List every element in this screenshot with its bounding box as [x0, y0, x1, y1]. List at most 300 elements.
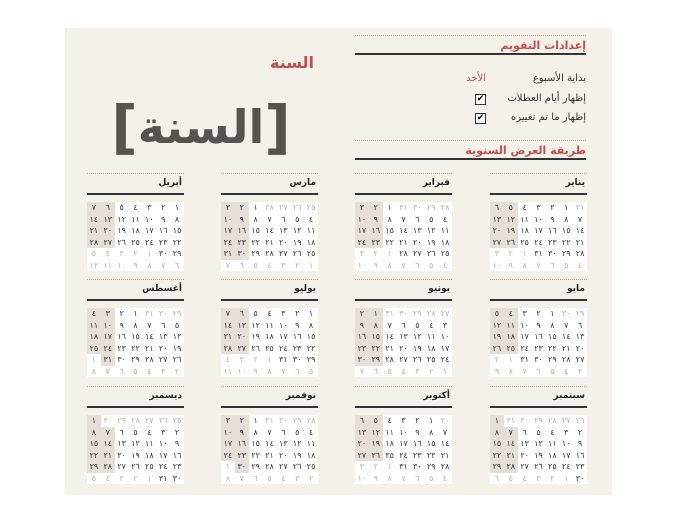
- day-cell: ٩: [577, 439, 583, 448]
- day-cell: ٢٥: [520, 237, 529, 247]
- day-cell: ٩: [494, 366, 500, 376]
- day-cell: ٣: [415, 366, 420, 376]
- day-cell: ١٣: [279, 226, 288, 235]
- day-cell: ٨: [550, 320, 555, 330]
- day-cell: ١: [508, 355, 513, 364]
- day-cell: ١٣: [575, 332, 585, 341]
- day-cell: ١٢: [490, 320, 504, 332]
- day-cell: ١٩: [292, 237, 302, 247]
- month-grid: [221, 308, 318, 377]
- month-grid: [87, 308, 184, 377]
- day-cell: ١٤: [561, 332, 571, 341]
- day-cell: ٢٨: [101, 461, 115, 473]
- day-cell: ١٣: [413, 226, 422, 235]
- day-cell: ١١: [87, 320, 101, 332]
- day-cell: ٣٠: [279, 416, 288, 425]
- day-cell: ٨: [253, 214, 258, 224]
- day-cell: ٣: [239, 355, 244, 364]
- day-cell: ١٧: [101, 331, 115, 343]
- day-cell: ٢٨: [221, 343, 235, 355]
- day-cell: ٧: [267, 214, 272, 224]
- day-cell: ١٠: [520, 320, 529, 330]
- day-cell: ١٩: [426, 237, 436, 247]
- day-cell: ٦: [522, 427, 527, 437]
- year-placeholder: السنة: [137, 100, 265, 154]
- day-cell: ٢٠: [399, 343, 408, 353]
- day-cell: ١٥: [172, 226, 182, 235]
- day-cell: ١٤: [265, 226, 274, 235]
- day-cell: ٢٢: [490, 450, 504, 462]
- day-cell: ٢٦: [172, 355, 182, 364]
- show-changes-checkbox[interactable]: ✔: [476, 113, 485, 123]
- day-cell: ١٦: [235, 225, 249, 237]
- day-cell: ١: [308, 309, 314, 318]
- day-cell: ٧: [401, 473, 406, 483]
- day-cell: ١١: [306, 226, 316, 235]
- day-cell: ٧: [401, 260, 406, 270]
- day-cell: ١: [550, 309, 555, 318]
- day-cell: ١٠: [357, 260, 367, 270]
- day-cell: ٢٤: [101, 343, 115, 355]
- day-cell: ٣: [119, 249, 124, 258]
- month-header: [221, 279, 318, 301]
- day-cell: ١٨: [306, 237, 316, 247]
- day-cell: ٣٠: [534, 355, 543, 364]
- day-cell: ٢٩: [548, 355, 557, 364]
- day-cell: ٢: [415, 416, 420, 425]
- day-cell: ٣: [536, 473, 541, 483]
- day-cell: ٨: [225, 473, 231, 483]
- week-start-row[interactable]: [355, 73, 586, 89]
- day-cell: ١: [133, 309, 138, 318]
- day-cell: ٢: [550, 203, 555, 212]
- day-cell: ٢٨: [265, 203, 274, 212]
- day-cell: ١٩: [534, 450, 543, 460]
- day-cell: ١٩: [131, 450, 140, 460]
- day-cell: ١٥: [490, 438, 504, 450]
- calendar-sheet: [65, 28, 612, 495]
- day-cell: ٢٨: [440, 462, 450, 471]
- month-name: يوليو: [294, 284, 316, 294]
- day-cell: ٢٩: [426, 462, 436, 471]
- day-cell: ١١: [306, 439, 316, 448]
- day-cell: ١٧: [145, 226, 154, 235]
- day-cell: ٩: [373, 260, 378, 270]
- day-cell: ٢٢: [87, 450, 101, 462]
- day-cell: ٣١: [520, 355, 529, 364]
- day-cell: ١٠: [145, 214, 154, 224]
- day-cell: ٤: [550, 427, 555, 437]
- day-cell: ٤: [442, 260, 448, 270]
- day-cell: ١: [490, 415, 504, 427]
- day-cell: ٢٨: [306, 416, 316, 425]
- day-cell: ١٣: [101, 214, 115, 226]
- day-cell: ٤: [564, 366, 569, 376]
- day-cell: ٢٠: [575, 343, 585, 353]
- day-cell: ٢: [494, 355, 500, 364]
- day-cell: ١٠: [101, 320, 115, 332]
- day-cell: ١٨: [385, 439, 394, 448]
- day-cell: ٤: [308, 214, 314, 224]
- day-cell: ٢٣: [117, 343, 126, 353]
- day-cell: ٢٣: [548, 237, 557, 247]
- day-cell: ٢٨: [440, 203, 450, 212]
- day-cell: ٢٣: [235, 237, 249, 249]
- show-holidays-row[interactable]: [355, 93, 586, 109]
- day-cell: ٢٥: [265, 343, 274, 353]
- day-cell: ١٥: [251, 439, 260, 448]
- month-grid: [490, 202, 587, 271]
- day-cell: ١٨: [504, 331, 518, 343]
- day-cell: ١٩: [251, 332, 260, 341]
- day-cell: ٥: [253, 309, 258, 318]
- day-cell: ٢: [550, 473, 555, 483]
- day-cell: ٣١: [101, 354, 115, 366]
- day-cell: ٢٧: [399, 355, 408, 364]
- day-cell: ٣٠: [548, 249, 557, 258]
- day-cell: ٩: [536, 320, 541, 330]
- day-cell: ٢٦: [292, 249, 302, 258]
- day-cell: ٢٥: [172, 416, 182, 425]
- day-cell: ١٨: [265, 332, 274, 341]
- day-cell: ١: [174, 203, 180, 212]
- month-name: فبراير: [422, 178, 450, 188]
- day-cell: ١٠: [279, 320, 288, 330]
- day-cell: ٢: [355, 308, 369, 320]
- day-cell: ١: [225, 462, 231, 471]
- day-cell: ٣: [281, 309, 286, 318]
- day-cell: ١٤: [575, 226, 585, 235]
- day-cell: ٢١: [87, 225, 101, 237]
- day-cell: ٢٨: [426, 309, 436, 318]
- day-cell: ٦: [415, 214, 420, 224]
- day-cell: ١: [267, 355, 272, 364]
- day-cell: ٣: [295, 473, 300, 483]
- month-header: [490, 279, 587, 301]
- show-holidays-checkbox[interactable]: ✔: [476, 94, 485, 104]
- day-cell: ٩: [415, 427, 420, 437]
- day-cell: ١٥: [131, 332, 140, 341]
- day-cell: ٢٥: [440, 249, 450, 258]
- day-cell: ٦: [281, 427, 286, 437]
- day-cell: ١٧: [221, 225, 235, 237]
- day-cell: ٢٣: [355, 343, 369, 355]
- day-cell: ٢٠: [279, 237, 288, 247]
- day-cell: ٢١: [399, 237, 408, 247]
- day-cell: ٤: [267, 260, 272, 270]
- day-cell: ٢: [308, 473, 314, 483]
- day-cell: ٢٤: [221, 450, 235, 462]
- day-cell: ١٣: [355, 427, 369, 439]
- day-cell: ٢٨: [548, 416, 557, 425]
- day-cell: ١: [147, 473, 152, 483]
- day-cell: ٢٢: [251, 450, 260, 460]
- day-cell: ٣: [221, 415, 235, 427]
- month-name: يناير: [565, 178, 585, 188]
- month-grid: [490, 415, 587, 484]
- day-cell: ٢٩: [117, 416, 126, 425]
- day-cell: ١٧: [520, 332, 529, 341]
- day-cell: ٢٦: [534, 462, 543, 471]
- day-cell: ١٠: [357, 473, 367, 483]
- day-cell: ٩: [133, 260, 138, 270]
- day-cell: ٢: [161, 203, 166, 212]
- day-cell: ٨: [369, 320, 383, 332]
- day-cell: ١٠: [117, 260, 126, 270]
- day-cell: ٢٦: [117, 237, 126, 247]
- day-cell: ٣١: [399, 203, 408, 212]
- month-header: [87, 386, 184, 408]
- day-cell: ٣: [101, 308, 115, 320]
- day-cell: ١٤: [385, 332, 394, 341]
- day-cell: ٦: [536, 366, 541, 376]
- day-cell: ٢١: [145, 343, 154, 353]
- day-cell: ٢٦: [292, 203, 302, 212]
- day-cell: ٦: [119, 366, 124, 376]
- day-cell: ٧: [504, 427, 518, 439]
- day-cell: ٢٧: [279, 249, 288, 258]
- day-cell: ١٧: [279, 332, 288, 341]
- show-changes-label: إظهار ما تم تغييره: [511, 112, 586, 123]
- day-cell: ٢٧: [145, 416, 154, 425]
- day-cell: ٧: [387, 320, 392, 330]
- day-cell: ٧: [239, 473, 244, 483]
- month-name: يونيو: [428, 284, 450, 294]
- day-cell: ٢٤: [399, 450, 408, 460]
- day-cell: ١٢: [89, 260, 99, 270]
- day-cell: ٢: [295, 260, 300, 270]
- day-cell: ٢٠: [413, 237, 422, 247]
- day-cell: ٦: [281, 214, 286, 224]
- day-cell: ٢٧: [117, 462, 126, 471]
- day-cell: ٢٩: [575, 309, 585, 318]
- day-cell: ١٧: [158, 450, 168, 460]
- day-cell: ١٥: [87, 438, 101, 450]
- day-cell: ١: [387, 203, 392, 212]
- day-cell: ٥: [508, 473, 513, 483]
- day-cell: ٢٤: [221, 237, 235, 249]
- day-cell: ٣٠: [172, 473, 182, 483]
- day-cell: ١: [147, 249, 152, 258]
- month-header: [87, 173, 184, 195]
- month-block: [221, 386, 318, 484]
- day-cell: ٥: [429, 473, 434, 483]
- day-cell: ٢٧: [279, 462, 288, 471]
- day-cell: ٤: [225, 355, 231, 364]
- day-cell: ٧: [225, 260, 231, 270]
- day-cell: ٢٥: [306, 249, 316, 258]
- month-name: ديسمبر: [149, 391, 182, 401]
- day-cell: ٢٨: [575, 249, 585, 258]
- day-cell: ٣: [442, 320, 448, 330]
- day-cell: ٨: [91, 366, 97, 376]
- day-cell: ٣٠: [235, 248, 249, 260]
- day-cell: ٢٨: [265, 462, 274, 471]
- day-cell: ٢٤: [145, 237, 154, 247]
- day-cell: ٢: [373, 249, 378, 258]
- month-grid: [355, 202, 452, 271]
- day-cell: ٢: [429, 366, 434, 376]
- day-cell: ١: [369, 308, 383, 320]
- month-block: [87, 279, 184, 377]
- day-cell: ٢٧: [561, 416, 571, 425]
- day-cell: ٢٨: [131, 416, 140, 425]
- month-header: [87, 279, 184, 301]
- day-cell: ٥: [550, 366, 555, 376]
- day-cell: ٢٦: [504, 237, 518, 249]
- day-cell: ٤: [442, 473, 448, 483]
- day-cell: ٣٠: [520, 416, 529, 425]
- day-cell: ٤: [504, 308, 518, 320]
- day-cell: ٢٨: [399, 249, 408, 258]
- day-cell: ٢: [373, 462, 378, 471]
- day-cell: ١: [387, 462, 392, 471]
- day-cell: ٢٧: [158, 355, 168, 364]
- month-block: [221, 279, 318, 377]
- day-cell: ٣: [359, 462, 365, 471]
- day-cell: ٣٠: [399, 309, 408, 318]
- day-cell: ١٦: [413, 439, 422, 448]
- day-cell: ٢٠: [117, 450, 126, 460]
- day-cell: ١٠: [237, 366, 247, 376]
- view-mode-title: طريقة العرض السنوية: [355, 140, 586, 160]
- day-cell: ١٥: [385, 226, 394, 235]
- day-cell: ٢: [235, 415, 249, 427]
- day-cell: ٨: [387, 214, 392, 224]
- day-cell: ٦: [239, 260, 244, 270]
- week-start-value[interactable]: الأحد: [466, 73, 486, 84]
- day-cell: ٤: [429, 320, 434, 330]
- day-cell: ٢١: [504, 450, 518, 462]
- day-cell: ٤: [387, 416, 392, 425]
- day-cell: ٢٢: [369, 343, 383, 355]
- day-cell: ١١: [103, 260, 113, 270]
- day-cell: ١٦: [355, 331, 369, 343]
- day-cell: ٨: [174, 214, 180, 224]
- day-cell: ٥: [295, 214, 300, 224]
- day-cell: ١٤: [145, 332, 154, 341]
- day-cell: ١٥: [251, 226, 260, 235]
- day-cell: ٢٠: [101, 225, 115, 237]
- year-title[interactable]: [95, 92, 307, 162]
- day-cell: ٢١: [385, 343, 394, 353]
- day-cell: ١٥: [369, 331, 383, 343]
- month-name: أكتوبر: [423, 391, 450, 401]
- day-cell: ٣١: [158, 473, 168, 483]
- day-cell: ١: [522, 249, 527, 258]
- day-cell: ٣: [401, 416, 406, 425]
- day-cell: ٥: [564, 260, 569, 270]
- day-cell: ٦: [373, 366, 378, 376]
- day-cell: ٢: [174, 427, 180, 437]
- day-cell: ٩: [174, 439, 180, 448]
- day-cell: ١: [564, 203, 569, 212]
- week-start-label: بداية الأسبوع: [532, 73, 586, 84]
- day-cell: ٢٩: [131, 355, 140, 364]
- day-cell: ٧: [442, 427, 448, 437]
- month-block: [490, 173, 587, 271]
- day-cell: ١٨: [306, 450, 316, 460]
- day-cell: ٦: [295, 366, 300, 376]
- day-cell: ٦: [174, 260, 180, 270]
- month-grid: [490, 308, 587, 377]
- day-cell: ٩: [508, 260, 513, 270]
- month-grid: [87, 415, 184, 484]
- day-cell: ١٨: [131, 226, 140, 235]
- day-cell: ١٥: [548, 332, 557, 341]
- day-cell: ١٥: [426, 439, 436, 448]
- day-cell: ٢٢: [385, 237, 394, 247]
- day-cell: ٦: [490, 202, 504, 214]
- day-cell: ٢: [119, 309, 124, 318]
- day-cell: ١٦: [575, 450, 585, 460]
- day-cell: ١٤: [440, 439, 450, 448]
- day-cell: ١٠: [534, 214, 543, 224]
- day-cell: ١٠: [221, 427, 235, 439]
- day-cell: ١٧: [221, 438, 235, 450]
- day-cell: ١٨: [426, 343, 436, 353]
- day-cell: ٤: [87, 308, 101, 320]
- day-cell: ٢٧: [279, 203, 288, 212]
- day-cell: ٤: [147, 366, 152, 376]
- day-cell: ١٦: [292, 332, 302, 341]
- month-grid: [355, 308, 452, 377]
- day-cell: ٤: [442, 214, 448, 224]
- day-cell: ٢١: [221, 331, 235, 343]
- day-cell: ١٢: [369, 427, 383, 439]
- day-cell: ٥: [91, 249, 97, 258]
- day-cell: ٢٥: [385, 450, 394, 460]
- day-cell: ٥: [253, 260, 258, 270]
- day-cell: ٢٣: [172, 462, 182, 471]
- day-cell: ١٠: [355, 214, 369, 226]
- day-cell: ١٣: [520, 439, 529, 448]
- day-cell: ٦: [101, 202, 115, 214]
- day-cell: ٣: [522, 309, 527, 318]
- day-cell: ٩: [161, 214, 166, 224]
- day-cell: ٣: [161, 427, 166, 437]
- day-cell: ٣٠: [575, 473, 585, 483]
- day-cell: ١٢: [413, 332, 422, 341]
- day-cell: ٢٤: [561, 462, 571, 471]
- day-cell: ١٧: [399, 439, 408, 448]
- day-cell: ١١: [548, 439, 557, 448]
- day-cell: ٣١: [265, 416, 274, 425]
- day-cell: ٦: [161, 320, 166, 330]
- day-cell: ٦: [235, 308, 249, 320]
- day-cell: ١: [87, 415, 101, 427]
- day-cell: ٢: [295, 309, 300, 318]
- day-cell: ٢٥: [504, 343, 518, 355]
- bracket-open: ]: [111, 93, 138, 161]
- day-cell: ١٢: [504, 214, 518, 226]
- day-cell: ١١: [426, 332, 436, 341]
- month-name: مارس: [289, 178, 316, 188]
- day-cell: ١٣: [235, 320, 249, 332]
- day-cell: ١٣: [117, 439, 126, 448]
- day-cell: ٩: [550, 214, 555, 224]
- day-cell: ١٦: [117, 332, 126, 341]
- day-cell: ١٤: [265, 439, 274, 448]
- day-cell: ٥: [415, 320, 420, 330]
- day-cell: ٢٨: [87, 237, 101, 249]
- show-changes-row[interactable]: [355, 112, 586, 128]
- day-cell: ٢٢: [426, 450, 436, 460]
- day-cell: ٢٩: [172, 249, 182, 258]
- day-cell: ٢١: [575, 237, 585, 247]
- day-cell: ٤: [267, 309, 272, 318]
- day-cell: ١١: [440, 226, 450, 235]
